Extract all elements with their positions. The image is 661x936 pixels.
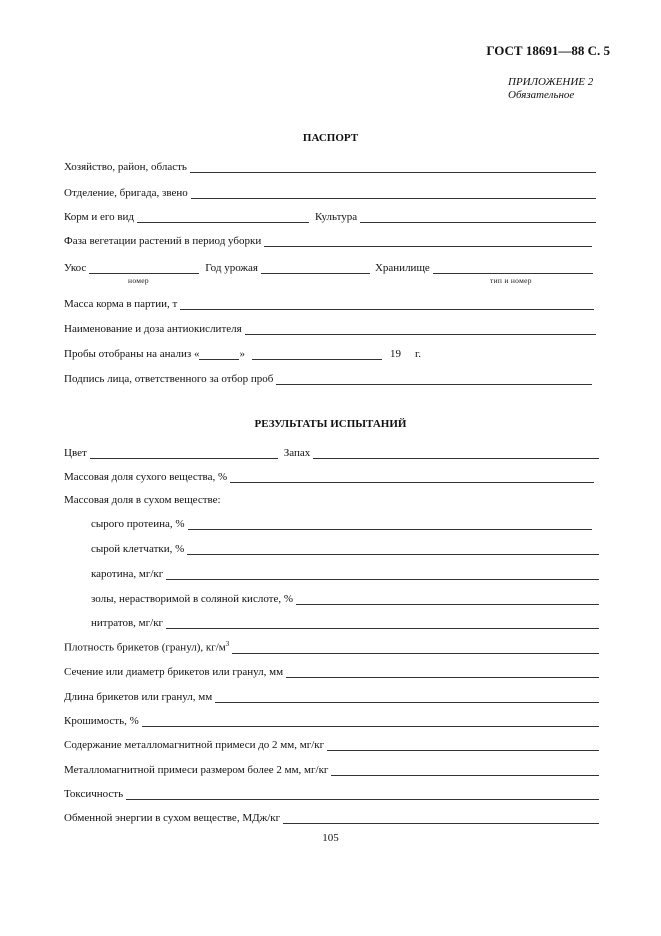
phase-line[interactable] bbox=[264, 236, 592, 247]
feed-culture-field[interactable] bbox=[64, 209, 596, 223]
color-label: Цвет bbox=[64, 447, 87, 459]
culture-line[interactable] bbox=[360, 212, 596, 223]
results-title: РЕЗУЛЬТАТЫ ИСПЫТАНИЙ bbox=[254, 418, 407, 430]
in-dry-label: Массовая доля в сухом веществе: bbox=[64, 494, 221, 506]
metal2-line[interactable] bbox=[327, 740, 599, 751]
appendix-note: Обязательное bbox=[508, 89, 575, 101]
metal-more-label: Металломагнитной примеси размером более 2 мм, мг/кг bbox=[64, 764, 329, 776]
toxicity-label: Токсичность bbox=[64, 788, 124, 800]
farm-field[interactable] bbox=[64, 159, 596, 173]
signature-field[interactable] bbox=[64, 371, 592, 385]
protein-label: сырого протеина, % bbox=[91, 518, 185, 530]
cut-sublabel: номер bbox=[128, 276, 149, 285]
antioxidant-line[interactable] bbox=[245, 324, 596, 335]
ash-field[interactable] bbox=[91, 591, 599, 605]
storage-line[interactable] bbox=[433, 263, 593, 274]
energy-label: Обменной энергии в сухом веществе, МДж/кг bbox=[64, 812, 281, 824]
density-line[interactable] bbox=[232, 643, 599, 654]
metal2-label: Содержание металломагнитной примеси до 2 мм, мг/кг bbox=[64, 739, 325, 751]
farm-line[interactable] bbox=[190, 162, 596, 173]
toxicity-field[interactable] bbox=[64, 786, 599, 800]
signature-label: Подпись лица, ответственного за отбор проб bbox=[64, 373, 274, 385]
cut-year-storage-field[interactable] bbox=[64, 260, 593, 274]
fiber-label: сырой клетчатки, % bbox=[91, 543, 185, 555]
samples-g: г. bbox=[414, 348, 421, 360]
fiber-line[interactable] bbox=[187, 544, 599, 555]
length-field[interactable] bbox=[64, 689, 599, 703]
nitrates-label: нитратов, мг/кг bbox=[91, 617, 164, 629]
metal2-field[interactable] bbox=[64, 737, 599, 751]
density-field[interactable] bbox=[64, 640, 599, 654]
samples-quote: » bbox=[239, 348, 245, 360]
passport-title: ПАСПОРТ bbox=[302, 132, 359, 144]
feed-line[interactable] bbox=[137, 212, 309, 223]
samples-label: Пробы отобраны на анализ « bbox=[64, 348, 200, 360]
samples-month-line[interactable] bbox=[252, 349, 382, 360]
department-label: Отделение, бригада, звено bbox=[64, 187, 188, 199]
department-line[interactable] bbox=[191, 188, 596, 199]
length-line[interactable] bbox=[215, 692, 599, 703]
nitrates-field[interactable] bbox=[91, 615, 599, 629]
mass-label: Масса корма в партии, т bbox=[64, 298, 178, 310]
metal-more-line[interactable] bbox=[331, 765, 599, 776]
mass-line[interactable] bbox=[180, 299, 594, 310]
mass-field[interactable] bbox=[64, 296, 594, 310]
storage-label: Хранилище bbox=[374, 262, 430, 274]
carotene-label: каротина, мг/кг bbox=[91, 568, 164, 580]
carotene-field[interactable] bbox=[91, 566, 599, 580]
feed-label: Корм и его вид bbox=[64, 211, 135, 223]
length-label: Длина брикетов или гранул, мм bbox=[64, 691, 213, 703]
appendix-title: ПРИЛОЖЕНИЕ 2 bbox=[508, 76, 594, 88]
density-sup: 3 bbox=[225, 640, 230, 649]
dry-matter-line[interactable] bbox=[230, 472, 594, 483]
culture-label: Культура bbox=[315, 211, 358, 223]
smell-label: Запах bbox=[283, 447, 311, 459]
phase-label: Фаза вегетации растений в период уборки bbox=[64, 235, 262, 247]
carotene-line[interactable] bbox=[166, 569, 599, 580]
metal-more-field[interactable] bbox=[64, 762, 599, 776]
dry-matter-label: Массовая доля сухого вещества, % bbox=[64, 471, 228, 483]
ash-line[interactable] bbox=[296, 594, 599, 605]
energy-line[interactable] bbox=[283, 813, 599, 824]
color-smell-field[interactable] bbox=[64, 445, 599, 459]
ash-label: золы, нерастворимой в соляной кислоте, % bbox=[91, 593, 294, 605]
section-field[interactable] bbox=[64, 664, 599, 678]
density-label bbox=[64, 640, 232, 654]
page-number: 105 bbox=[322, 832, 339, 844]
toxicity-line[interactable] bbox=[126, 789, 599, 800]
antioxidant-field[interactable] bbox=[64, 321, 596, 335]
samples-day-line[interactable] bbox=[199, 349, 239, 360]
color-line[interactable] bbox=[90, 448, 278, 459]
smell-line[interactable] bbox=[313, 448, 599, 459]
farm-label: Хозяйство, район, область bbox=[64, 161, 187, 173]
crumble-field[interactable] bbox=[64, 713, 599, 727]
in-dry-heading bbox=[64, 492, 224, 506]
appendix-label bbox=[508, 76, 593, 102]
crumble-line[interactable] bbox=[142, 716, 599, 727]
density-text: Плотность брикетов (гранул), кг/м bbox=[64, 642, 226, 654]
cut-line[interactable] bbox=[89, 263, 199, 274]
samples-year: 19 bbox=[389, 348, 401, 360]
storage-sublabel: тип и номер bbox=[490, 276, 532, 285]
year-line[interactable] bbox=[261, 263, 370, 274]
nitrates-line[interactable] bbox=[166, 618, 599, 629]
protein-field[interactable] bbox=[91, 516, 592, 530]
dry-matter-field[interactable] bbox=[64, 469, 594, 483]
standard-header: ГОСТ 18691—88 С. 5 bbox=[486, 43, 610, 58]
section-line[interactable] bbox=[286, 667, 599, 678]
antioxidant-label: Наименование и доза антиокислителя bbox=[64, 323, 242, 335]
signature-line[interactable] bbox=[276, 374, 592, 385]
department-field[interactable] bbox=[64, 185, 596, 199]
crumble-label: Крошимость, % bbox=[64, 715, 139, 727]
year-label: Год урожая bbox=[205, 262, 258, 274]
phase-field[interactable] bbox=[64, 233, 592, 247]
section-label: Сечение или диаметр брикетов или гранул, мм bbox=[64, 666, 284, 678]
protein-line[interactable] bbox=[188, 519, 592, 530]
cut-label: Укос bbox=[64, 262, 87, 274]
samples-field[interactable] bbox=[64, 346, 424, 360]
fiber-field[interactable] bbox=[91, 541, 599, 555]
energy-field[interactable] bbox=[64, 810, 599, 824]
